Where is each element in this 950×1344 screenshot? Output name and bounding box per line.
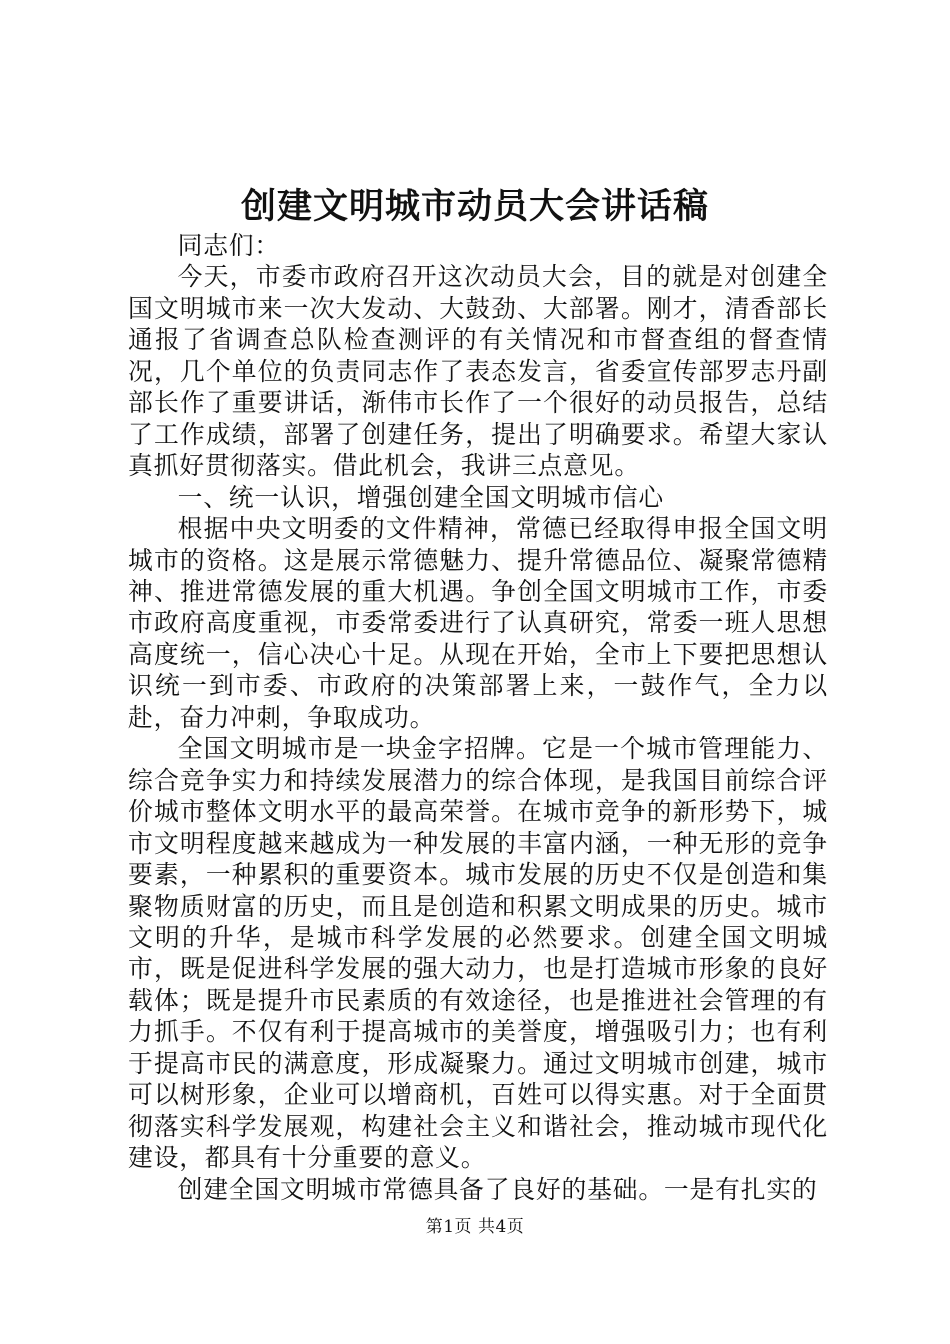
document-title: 创建文明城市动员大会讲话稿 bbox=[240, 186, 709, 227]
paragraph-opening: 今天，市委市政府召开这次动员大会，目的就是对创建全国文明城市来一次大发动、大鼓劲、大部署。刚才，清香部长通报了省调查总队检查测评的有关情况和市督查组的督查情况，几个单位的负责同志作了表态发言，省委宣传部罗志丹副部长作了重要讲话，渐伟市长作了一个很好的动员报告，总结了工作成绩，部署了创建任务，提出了明确要求。希望大家认真抓好贯彻落实。借此机会，我讲三点意见。 bbox=[128, 262, 828, 481]
page-footer: 第1页 共4页 bbox=[425, 1217, 525, 1237]
paragraph-body: 根据中央文明委的文件精神，常德已经取得申报全国文明城市的资格。这是展示常德魅力、提升常德品位、凝聚常德精神、推进常德发展的重大机遇。争创全国文明城市工作，市委市政府高度重视，市委常委进行了认真研究，常委一班人思想高度统一，信心决心十足。从现在开始，全市上下要把思想认识统一到市委、市政府的决策部署上来，一鼓作气，全力以赴，奋力冲刺，争取成功。 bbox=[128, 514, 828, 732]
paragraph-body: 全国文明城市是一块金字招牌。它是一个城市管理能力、综合竞争实力和持续发展潜力的综合体现，是我国目前综合评价城市整体文明水平的最高荣誉。在城市竞争的新形势下，城市文明程度越来越成为一种发展的丰富内涵，一种无形的竞争要素，一种累积的重要资本。城市发展的历史不仅是创造和集聚物质财富的历史，而且是创造和积累文明成果的历史。城市文明的升华，是城市科学发展的必然要求。创建全国文明城市，既是促进科学发展的强大动力，也是打造城市形象的良好载体；既是提升市民素质的有效途径，也是推进社会管理的有力抓手。不仅有利于提高城市的美誉度，增强吸引力；也有利于提高市民的满意度，形成凝聚力。通过文明城市创建，城市可以树形象，企业可以增商机，百姓可以得实惠。对于全面贯彻落实科学发展观，构建社会主义和谐社会，推动城市现代化建设，都具有十分重要的意义。 bbox=[128, 734, 828, 1173]
paragraph-body: 创建全国文明城市常德具备了良好的基础。一是有扎实的 bbox=[177, 1174, 818, 1204]
document-body bbox=[128, 230, 828, 1205]
paragraph-salutation: 同志们： bbox=[177, 231, 280, 260]
section-heading-1: 一、统一认识，增强创建全国文明城市信心 bbox=[177, 482, 664, 512]
